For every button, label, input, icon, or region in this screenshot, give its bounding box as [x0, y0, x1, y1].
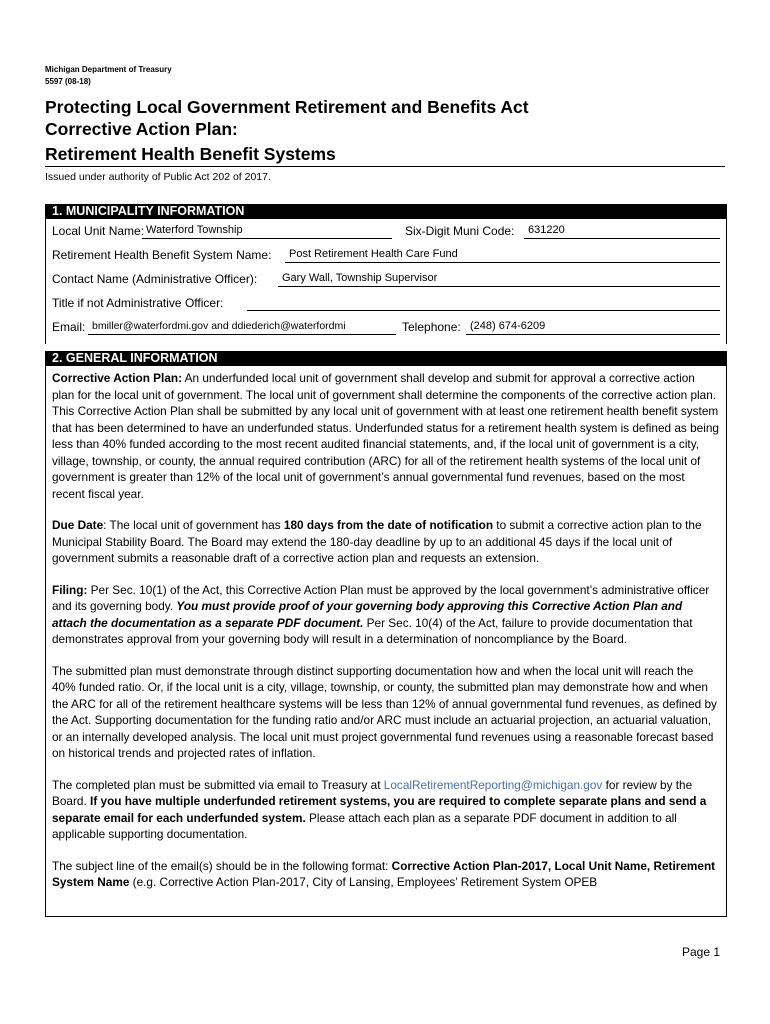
system-name-row: [52, 245, 720, 263]
title-row: [52, 293, 720, 311]
contact-value: Gary Wall, Township Supervisor: [282, 272, 438, 284]
local-unit-label: Local Unit Name:: [52, 224, 145, 238]
form-number: 5597 (08-18): [45, 77, 91, 86]
page-number: Page 1: [682, 945, 721, 959]
contact-label: Contact Name (Administrative Officer):: [52, 272, 258, 286]
telephone-value: (248) 674-6209: [470, 320, 546, 332]
department-header: [45, 64, 172, 88]
p3-text-c: Per Sec. 10(4) of the Act, failure to provide documentation that demonstrates approval from your governing body will result in a determination of noncompliance by the Board.: [52, 615, 693, 646]
contact-field[interactable]: [278, 270, 720, 287]
corrective-action-paragraph: [52, 370, 720, 502]
department-name: Michigan Department of Treasury: [45, 65, 172, 74]
p5-text-a: The completed plan must be submitted via email to Treasury at: [52, 777, 384, 792]
due-date-paragraph: [52, 517, 720, 567]
submission-paragraph: [52, 777, 720, 843]
muni-code-value: 631220: [528, 224, 565, 236]
p5-text-c: Please attach each plan as a separate PDF document in addition to all applicable supporting documentation.: [52, 810, 677, 841]
subject-line-paragraph: [52, 858, 720, 891]
general-information-section: [45, 351, 727, 917]
p1-heading: Corrective Action Plan:: [52, 371, 183, 385]
p3-text-a: Per Sec. 10(1) of the Act, this Corrective Action Plan must be approved by the local government’s administrative officer and its governing body.: [52, 582, 710, 613]
filing-paragraph: [52, 582, 720, 648]
title-field[interactable]: [247, 294, 720, 311]
p2-heading: Due Date: [52, 518, 104, 532]
title-line-1: Protecting Local Government Retirement and Benefits Act: [45, 97, 529, 117]
p2-emphasis: 180 days from the date of notification: [283, 518, 494, 532]
document-title: [45, 96, 529, 165]
system-name-label: Retirement Health Benefit System Name:: [52, 248, 272, 262]
p1-text: An underfunded local unit of government shall develop and submit for approval a corrective action plan for the local unit of government. The local unit of government shall determine the components of the corrective action plan. This Corrective Action Plan shall be submitted by any local unit of government with at least one retirement health benefit system that has been determined to have an underfunded status. Underfunded status for a retirement health system is defined as being less than 40% funded according to the most recent audited financial statements, and, if the local unit of government is a city, village, township, or county, the annual required contribution (ARC) for all of the retirement health systems of the local unit of government is greater than 12% of the local unit of government’s annual governmental fund revenues, based on the most recent fiscal year.: [52, 371, 719, 501]
email-value: bmiller@waterfordmi.gov and ddiederich@waterfordmi: [92, 320, 346, 332]
email-label: Email:: [52, 320, 86, 334]
p5-text-b: for review by the Board.: [52, 777, 693, 808]
local-unit-field[interactable]: [142, 222, 392, 239]
title-divider: [45, 166, 725, 167]
issued-authority: Issued under authority of Public Act 202 of 2017.: [45, 171, 271, 183]
local-unit-row: [52, 221, 720, 239]
funding-plan-paragraph: The submitted plan must demonstrate through distinct supporting documentation how and when the local unit will reach the 40% funded ratio. Or, if the local unit is a city, village, township, or county, the submitted plan may demonstrate how and when the ARC for all of the retirement healthcare systems will be less than 12% of annual governmental fund revenues, as defined by the Act. Supporting documentation for the funding ratio and/or ARC must include an actuarial projection, an actuarial valuation, or an internally developed analysis. The local unit must project governmental fund revenues using a reasonable forecast based on historical trends and projected rates of inflation.: [52, 663, 717, 760]
email-row: [52, 317, 720, 335]
p2-text-c: to submit a corrective action plan to the Municipal Stability Board. The Board may extend the 180-day deadline by up to an additional 45 days if the local unit of government submits a reasonable draft of a corrective action plan and requests an extension.: [52, 518, 702, 565]
title-line-3: Retirement Health Benefit Systems: [45, 144, 336, 164]
muni-code-field[interactable]: [524, 222, 720, 239]
contact-row: [52, 269, 720, 287]
section1-heading: 1. MUNICIPALITY INFORMATION: [46, 204, 726, 219]
p6-text-b: (e.g. Corrective Action Plan-2017, City of Lansing, Employees’ Retirement System OPEB: [129, 875, 598, 889]
title-label: Title if not Administrative Officer:: [52, 296, 224, 310]
general-information-body: [52, 370, 720, 906]
section2-heading: 2. GENERAL INFORMATION: [46, 351, 726, 366]
p3-emphasis: You must provide proof of your governing body approving this Corrective Action Plan and attach the documentation as a separate PDF document.: [52, 599, 683, 630]
system-name-value: Post Retirement Health Care Fund: [289, 248, 458, 260]
p3-heading: Filing:: [52, 582, 88, 597]
local-unit-value: Waterford Township: [146, 224, 243, 236]
treasury-email-link[interactable]: LocalRetirementReporting@michigan.gov: [383, 777, 603, 792]
p6-text-a: The subject line of the email(s) should be in the following format:: [52, 858, 392, 873]
telephone-label: Telephone:: [402, 320, 461, 334]
p2-text-a: : The local unit of government has: [103, 518, 284, 532]
p6-emphasis: Corrective Action Plan-2017, Local Unit Name, Retirement System Name: [52, 858, 716, 889]
telephone-field[interactable]: [466, 318, 720, 335]
municipality-section: [45, 204, 727, 344]
email-field[interactable]: [88, 318, 396, 335]
system-name-field[interactable]: [285, 246, 720, 263]
title-line-2: Corrective Action Plan:: [45, 119, 238, 139]
muni-code-label: Six-Digit Muni Code:: [405, 224, 515, 238]
p5-emphasis: If you have multiple underfunded retirement systems, you are required to complete separate plans and send a separate email for each underfunded system.: [52, 794, 707, 825]
